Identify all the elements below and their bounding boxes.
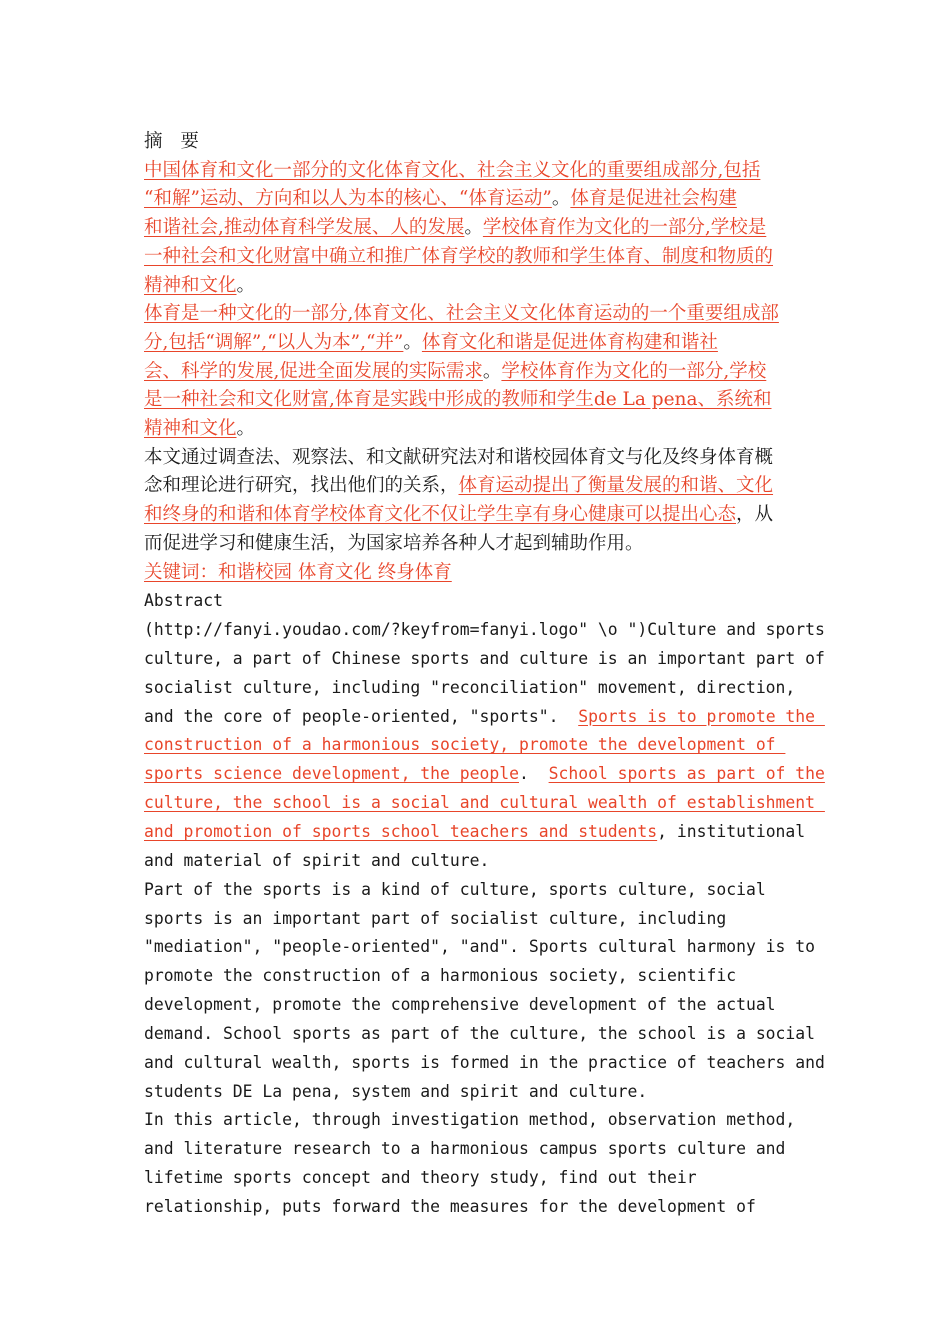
plain-text: 。 (236, 274, 256, 296)
plain-text: . (518, 764, 549, 784)
highlighted-text: 学校体育作为文化的一部分,学校 (501, 360, 767, 382)
plain-text: and material of spirit and culture. (144, 850, 490, 870)
highlighted-text: 分,包括“调解”,“以人为本”,“并” (144, 331, 404, 353)
plain-text: culture, a part of Chinese sports and culture is an important part of (144, 648, 825, 668)
text-line (144, 645, 825, 674)
text-line: demand. School sports as part of the culture, the school is a social (144, 1023, 816, 1043)
highlighted-text: 体育文化和谐是促进体育构建和谐社 (421, 331, 718, 353)
text-line: and literature research to a harmonious campus sports culture and (144, 1139, 786, 1159)
text-line: and cultural wealth, sports is formed in the practice of teachers and (144, 1052, 825, 1072)
text-line (144, 272, 808, 301)
text-line (144, 847, 808, 876)
highlighted-text: 和终身的和谐和体育学校体育文化不仅让学生享有身心健康可以提出心态 (144, 504, 737, 526)
plain-text: ，从 (736, 504, 774, 526)
highlighted-text: 精神和文化 (144, 274, 237, 296)
plain-text: 。 (403, 331, 422, 353)
highlighted-text: culture, the school is a social and cultural wealth of establishment (144, 793, 825, 813)
keywords-text: 关键词：和谐校园 体育文化 终身体育 (144, 561, 452, 583)
highlighted-text: 学校体育作为文化的一部分,学校是 (482, 217, 767, 239)
text-line (144, 760, 825, 789)
text-line: development, promote the comprehensive development of the actual (144, 995, 776, 1015)
text-line: promote the construction of a harmonious society, scientific (144, 966, 737, 986)
document-page (144, 128, 825, 1222)
highlighted-text: 一种社会和文化财富中确立和推广体育学校的教师和学生体育、制度和物质的 (144, 245, 774, 267)
text-line: relationship, puts forward the measures for the development of (144, 1196, 756, 1216)
abstract-heading-cn: 摘 要 (144, 131, 205, 152)
text-line (144, 386, 808, 415)
abstract-cn-paragraph-2 (144, 300, 808, 444)
abstract-en-paragraph-2 (144, 876, 825, 1107)
highlighted-text: and promotion of sports school teachers and students (144, 822, 658, 841)
plain-text: 本文通过调查法、观察法、和文献研究法对和谐校园体育文与化及终身体育概 (144, 446, 774, 468)
highlighted-text: construction of a harmonious society, promote the development of (144, 735, 786, 755)
plain-text: and the core of people-oriented, "sports". (144, 706, 579, 726)
text-line (144, 530, 808, 559)
plain-text: 而促进学习和健康生活，为国家培养各种人才起到辅助作用。 (144, 532, 644, 554)
text-line (144, 243, 808, 272)
highlighted-text: 精神和文化 (144, 418, 237, 440)
plain-text: 。 (236, 418, 256, 440)
text-line: students DE La pena, system and spirit and culture. (144, 1081, 648, 1101)
keywords-line (144, 559, 808, 588)
text-line: lifetime sports concept and theory study, find out their (144, 1168, 697, 1188)
highlighted-text: Sports is to promote the (578, 706, 825, 726)
text-line (144, 157, 808, 186)
plain-text: (http://fanyi.youdao.com/?keyfrom=fanyi.logo" \o ")Culture and sports (144, 620, 825, 640)
text-line: sports is an important part of socialist culture, including (144, 908, 727, 928)
text-line (144, 703, 825, 732)
abstract-cn-paragraph-1 (144, 157, 808, 301)
text-line: Part of the sports is a kind of culture, sports culture, social (144, 879, 766, 899)
highlighted-text: sports science development, the people (144, 764, 519, 784)
plain-text: 。 (482, 360, 502, 382)
highlighted-text: 和谐社会,推动体育科学发展、人的发展 (144, 217, 465, 239)
highlighted-text: 体育是促进社会构建 (570, 188, 737, 210)
highlighted-text: 体育运动提出了衡量发展的和谐、文化 (458, 475, 774, 497)
text-line: "mediation", "people-oriented", "and". Sports cultural harmony is to (144, 937, 816, 957)
text-line (144, 300, 808, 329)
text-line: In this article, through investigation method, observation method, (144, 1110, 796, 1130)
text-line (144, 358, 808, 387)
text-line (144, 616, 825, 645)
plain-text: socialist culture, including "reconciliation" movement, direction, (144, 677, 796, 697)
text-line (144, 731, 808, 760)
abstract-cn-paragraph-3 (144, 444, 808, 559)
text-line (144, 415, 808, 444)
highlighted-text: 体育是一种文化的一部分,体育文化、社会主义文化体育运动的一个重要组成部 (144, 303, 779, 325)
plain-text: , institutional (657, 822, 806, 841)
plain-text: 。 (551, 188, 571, 210)
text-line (144, 214, 808, 243)
highlighted-text: 是一种社会和文化财富,体育是实践中形成的教师和学生de La pena、系统和 (144, 389, 772, 411)
plain-text: 念和理论进行研究，找出他们的关系， (144, 475, 459, 497)
abstract-heading-en: Abstract (144, 591, 223, 611)
text-line (144, 444, 808, 473)
highlighted-text: School sports as part of the (548, 764, 825, 784)
highlighted-text: 会、科学的发展,促进全面发展的实际需求 (144, 360, 483, 382)
highlighted-text: 中国体育和文化一部分的文化体育文化、社会主义文化的重要组成部分,包括 (144, 159, 761, 181)
highlighted-text: “和解”运动、方向和以人为本的核心、“体育运动” (144, 188, 552, 210)
text-line (144, 501, 808, 530)
text-line (144, 789, 825, 818)
text-line (144, 472, 808, 501)
text-line (144, 329, 808, 358)
text-line (144, 818, 808, 847)
plain-text: 。 (464, 217, 483, 239)
abstract-en-paragraph-1 (144, 616, 825, 876)
text-line (144, 185, 808, 214)
text-line (144, 674, 808, 703)
abstract-en-paragraph-3 (144, 1106, 808, 1221)
